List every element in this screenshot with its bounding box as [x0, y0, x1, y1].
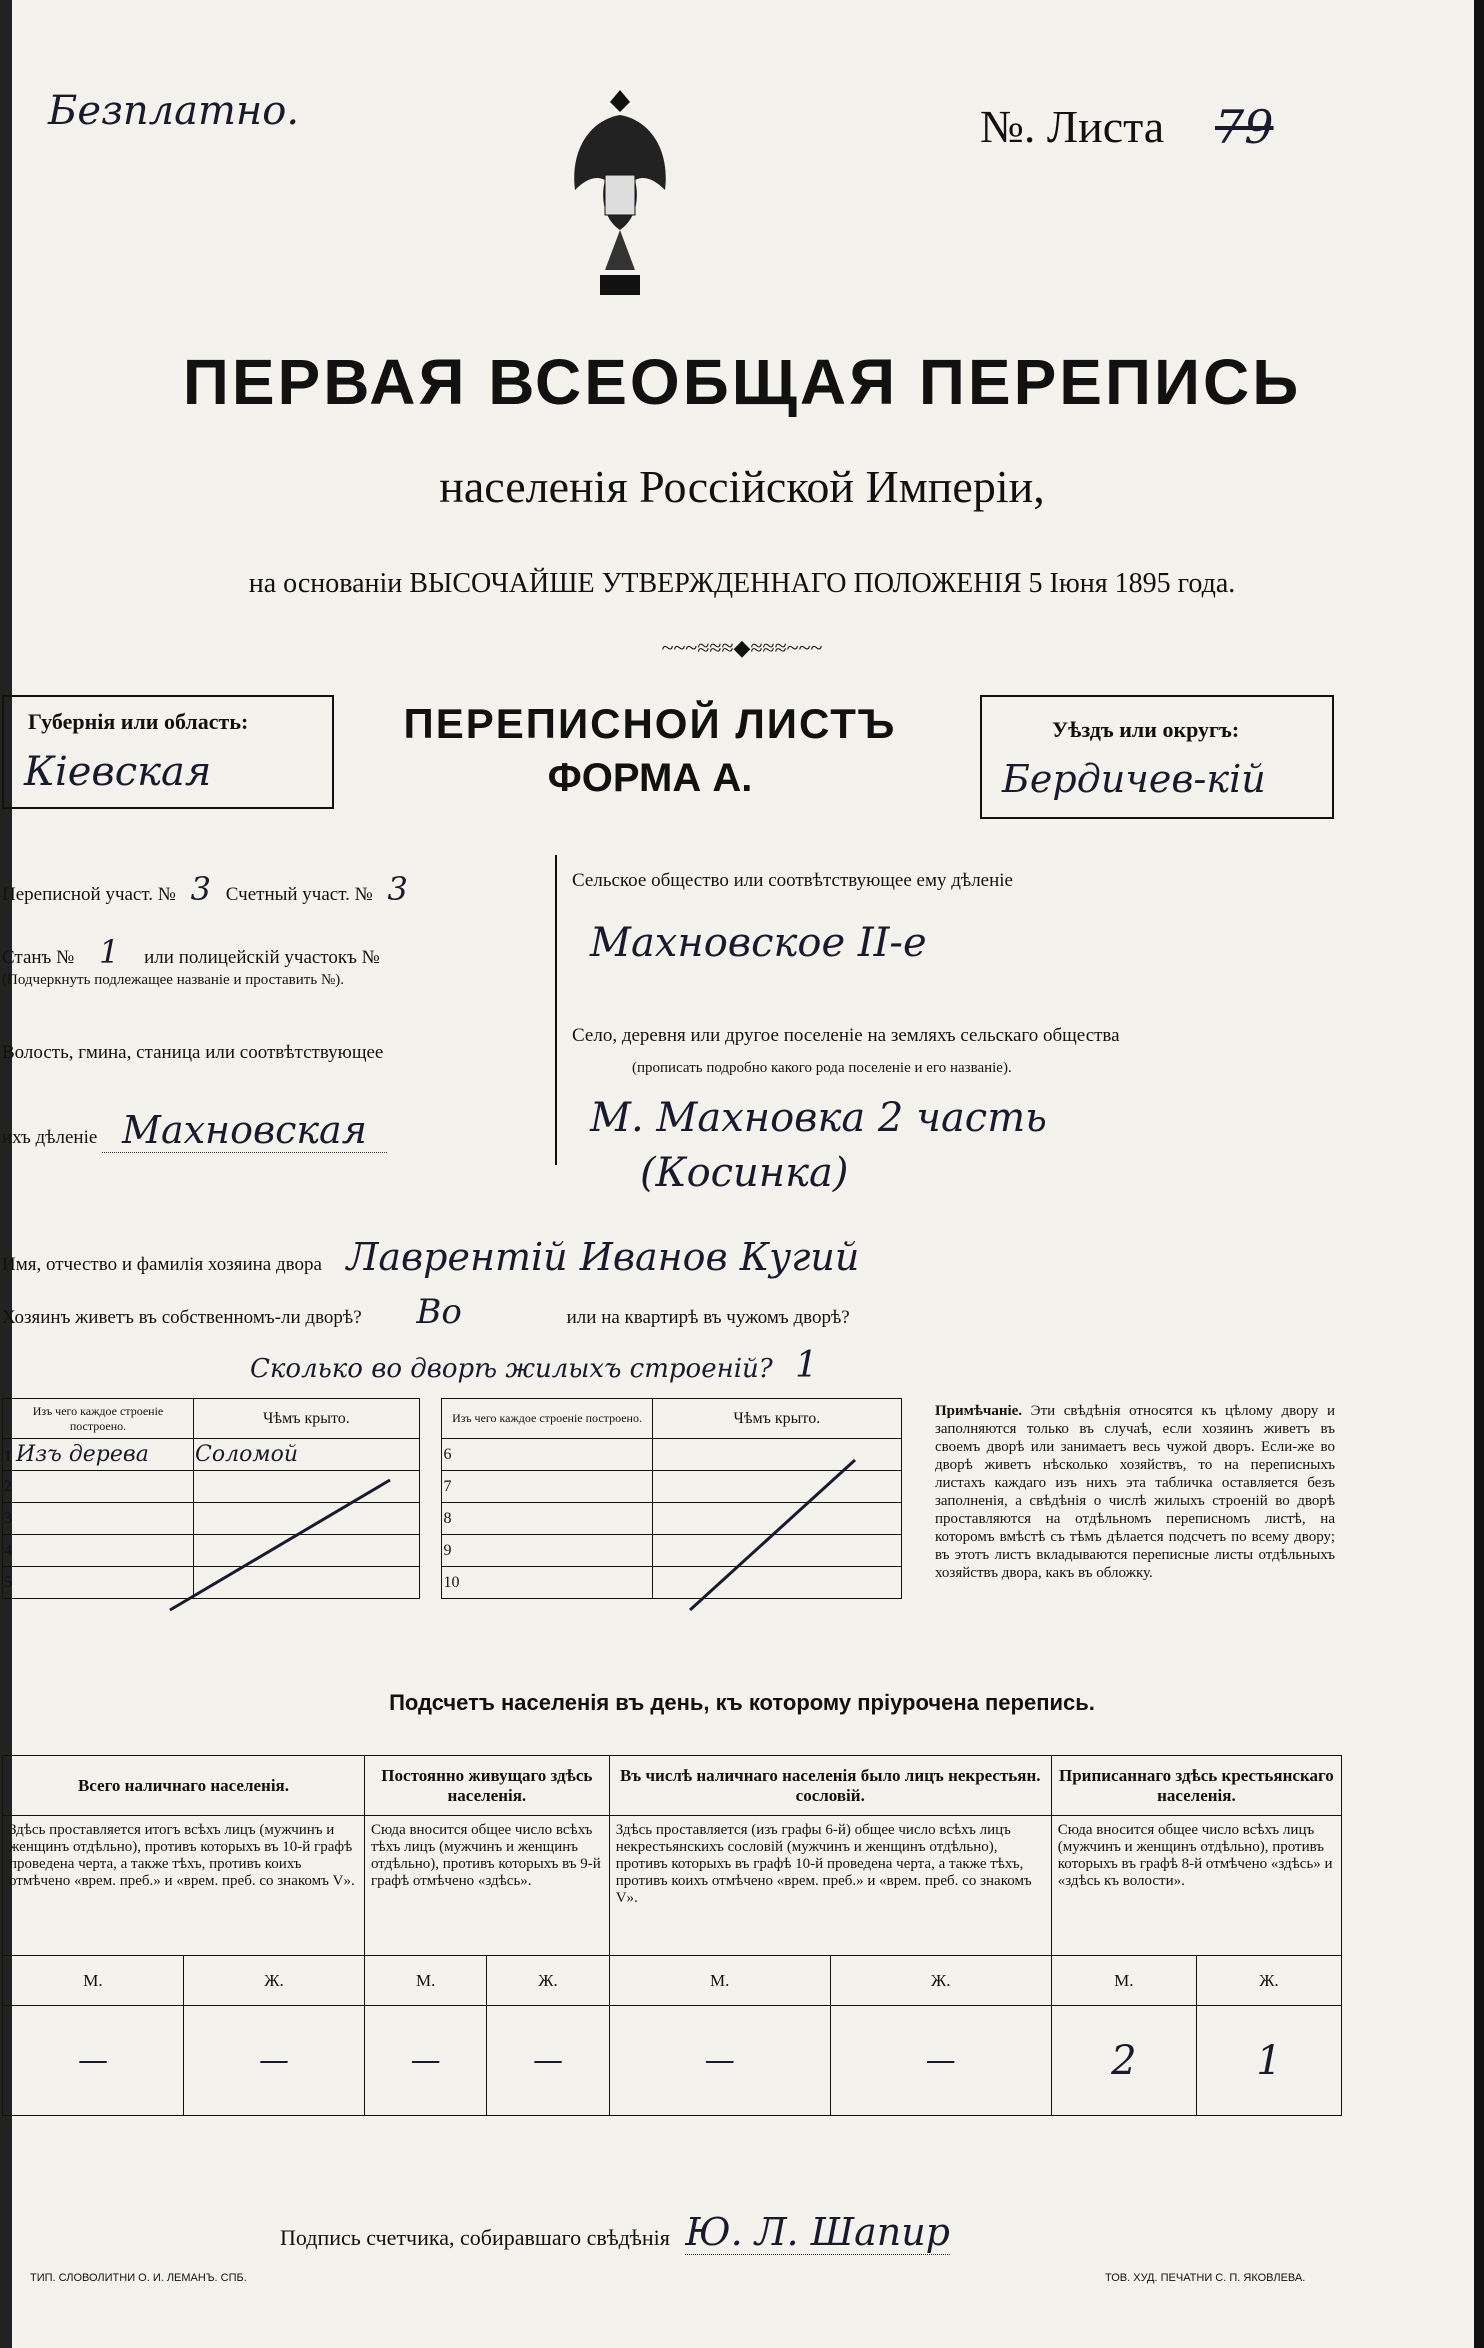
gubernia-value: Кіевская — [24, 749, 212, 795]
signature-line — [280, 2210, 950, 2254]
free-label: Безплатно. — [48, 88, 300, 134]
row-number: 3 — [3, 1503, 194, 1535]
basis-line: на основаніи ВЫСОЧАЙШЕ УТВЕРЖДЕННАГО ПОЛОЖЕНІЯ 5 Іюня 1895 года. — [248, 568, 1236, 599]
th-roof-2: Чѣмъ крыто. — [652, 1399, 901, 1439]
count-value: — — [364, 2006, 486, 2116]
col-m: М. — [1051, 1956, 1196, 2006]
owner-name-value: Лаврентій Иванов Кугий — [346, 1235, 860, 1279]
count-table — [2, 1755, 1342, 2116]
count-value: — — [487, 2006, 609, 2116]
count-head-1: Всего наличнаго населенія. — [3, 1756, 365, 1816]
remark-title: Примѣчаніе. — [935, 1403, 1023, 1419]
village-note: (прописать подробно какого рода поселеніе и его названіе). — [632, 1060, 1012, 1076]
count-desc-4: Сюда вносится общее число всѣхъ лицъ (мужчинъ и женщинъ отдѣльно), противъ которыхъ въ графѣ 8-й отмѣчено «здѣсь» и «здѣсь къ волости». — [1051, 1816, 1341, 1956]
gubernia-box — [2, 695, 334, 809]
uchastok-value: 3 — [190, 870, 211, 908]
count-value: — — [3, 2006, 184, 2116]
owner-name-line — [2, 1235, 1202, 1279]
count-value: — — [830, 2006, 1051, 2116]
row-number: 6 — [442, 1439, 652, 1471]
col-m: М. — [364, 1956, 486, 2006]
count-head-2: Постоянно живущаго здѣсь населенія. — [364, 1756, 609, 1816]
count-desc-1: Здѣсь проставляется итогъ всѣхъ лицъ (мужчинъ и женщинъ отдѣльно), противъ которыхъ въ 10-й графѣ проведена черта, а также тѣхъ, противъ коихъ отмѣчено «врем. преб.» и «врем. преб. со знакомъ V». — [3, 1816, 365, 1956]
th-roof-1: Чѣмъ крыто. — [194, 1399, 420, 1439]
stan-note: (Подчеркнуть подлежащее названіе и проставить №). — [2, 972, 344, 988]
count-value: — — [183, 2006, 364, 2116]
row1-material: Изъ дерева — [16, 1442, 149, 1467]
volost-label: Волость, гмина, станица или соотвѣтствующее — [2, 1042, 384, 1063]
row-number: 4 — [3, 1535, 194, 1567]
uchastok-line — [2, 870, 542, 908]
schetny-label: Счетный участ. № — [225, 884, 373, 905]
buildings-line — [250, 1345, 818, 1386]
th-material-1: Изъ чего каждое строеніе построено. — [3, 1399, 194, 1439]
stan-line — [2, 933, 542, 971]
remark-block — [935, 1402, 1335, 1582]
row-number: 1 — [4, 1448, 12, 1465]
column-divider — [555, 855, 557, 1165]
volost-label2: ихъ дѣленіе — [2, 1127, 98, 1148]
row-number: 9 — [442, 1535, 652, 1567]
uchastok-label: Переписной участ. № — [2, 884, 176, 905]
count-desc-2: Сюда вносится общее число всѣхъ тѣхъ лицъ (мужчинъ и женщинъ отдѣльно), противъ которыхъ въ 9-й графѣ отмѣчено «здѣсь». — [364, 1816, 609, 1956]
owner-name-label: Имя, отчество и фамилія хозяина двора — [2, 1254, 322, 1275]
col-m: М. — [609, 1956, 830, 2006]
form-subtitle: ФОРМА А. — [547, 756, 753, 800]
owner-lives-label: Хозяинъ живетъ въ собственномъ-ли дворѣ? — [2, 1307, 362, 1328]
owner-apt-label: или на квартирѣ въ чужомъ дворѣ? — [566, 1307, 850, 1328]
count-value: 1 — [1196, 2006, 1341, 2116]
uezd-value: Бердичев-кій — [1002, 757, 1266, 801]
col-zh: Ж. — [183, 1956, 364, 2006]
society-label: Сельское общество или соотвѣтствующее ему дѣленіе — [572, 870, 1013, 891]
row-number: 7 — [442, 1471, 652, 1503]
gubernia-label: Губернія или область: — [28, 709, 249, 734]
police-label: или полицейскій участокъ № — [144, 947, 380, 968]
count-desc-3: Здѣсь проставляется (изъ графы 6-й) общее число всѣхъ лицъ некрестьянскихъ сословій (мужчинъ и женщинъ отдѣльно), противъ которыхъ въ графѣ 10-й проведена черта, а также тѣхъ, противъ коихъ отмѣчено «врем. преб.» и «врем. преб. со знакомъ V». — [609, 1816, 1051, 1956]
count-title: Подсчетъ населенія въ день, къ которому пріурочена перепись. — [389, 1690, 1095, 1715]
col-zh: Ж. — [487, 1956, 609, 2006]
printer-left: ТИП. СЛОВОЛИТНИ О. И. ЛЕМАНЪ. СПБ. — [30, 2272, 247, 2284]
buildings-value: 1 — [794, 1345, 818, 1386]
village-value-1: М. Махновка 2 часть — [590, 1095, 1047, 1141]
form-title-block — [350, 700, 950, 801]
owner-lives-value: Во — [416, 1292, 462, 1332]
row-number: 2 — [3, 1471, 194, 1503]
sheet-no-label: №. Листа — [980, 101, 1165, 152]
signature-value: Ю. Л. Шапир — [685, 2210, 950, 2254]
stan-value: 1 — [99, 933, 120, 971]
owner-lives-line — [2, 1292, 1202, 1332]
th-material-2: Изъ чего каждое строеніе построено. — [442, 1399, 652, 1439]
count-value: 2 — [1051, 2006, 1196, 2116]
row-number: 5 — [3, 1567, 194, 1599]
row-number: 10 — [442, 1567, 652, 1599]
sheet-no-value: 79 — [1215, 100, 1274, 154]
stan-label: Станъ № — [2, 947, 75, 968]
buildings-label: Сколько во дворѣ жилыхъ строеній? — [250, 1354, 773, 1384]
remark-text: Эти свѣдѣнія относятся къ цѣлому двору и заполняются только въ случаѣ, если хозяинъ живетъ въ своемъ дворѣ или занимаетъ весь чужой дворъ. Если-же во дворѣ живетъ нѣсколько хозяйствъ, то на переписныхъ листахъ каждаго изъ нихъ эта табличка оставляется безъ заполненія, а свѣдѣнія о числѣ жилыхъ строеній во дворѣ проставляются на отдѣльномъ переписномъ листѣ, на которомъ вмѣстѣ съ тѣмъ дѣлается подсчетъ по всему двору; въ этотъ листъ вкладываются переписные листы отдѣльныхъ хозяйствъ двора, какъ въ обложку. — [935, 1403, 1336, 1581]
main-subtitle: населенія Россійской Имперіи, — [439, 461, 1045, 512]
col-m: М. — [3, 1956, 184, 2006]
society-value: Махновское II-е — [590, 920, 927, 966]
col-zh: Ж. — [830, 1956, 1051, 2006]
row1-roof: Соломой — [194, 1439, 420, 1471]
uezd-label: Уѣздъ или округъ: — [1052, 717, 1240, 742]
volost-value: Махновская — [102, 1108, 387, 1153]
form-title: ПЕРЕПИСНОЙ ЛИСТЪ — [403, 700, 897, 747]
village-label: Село, деревня или другое поселеніе на земляхъ сельскаго общества — [572, 1025, 1120, 1046]
count-head-3: Въ числѣ наличнаго населенія было лицъ некрестьян. сословій. — [609, 1756, 1051, 1816]
printer-right: ТОВ. ХУД. ПЕЧАТНИ С. П. ЯКОВЛЕВА. — [1105, 2272, 1306, 2284]
uezd-box — [980, 695, 1334, 819]
ornament: ~~~≈≈≈◆≈≈≈~~~ — [661, 635, 823, 660]
main-title: ПЕРВАЯ ВСЕОБЩАЯ ПЕРЕПИСЬ — [182, 346, 1302, 418]
col-zh: Ж. — [1196, 1956, 1341, 2006]
double-headed-eagle-emblem — [560, 80, 680, 310]
count-head-4: Приписаннаго здѣсь крестьянскаго населенія. — [1051, 1756, 1341, 1816]
row-number: 8 — [442, 1503, 652, 1535]
schetny-value: 3 — [387, 870, 408, 908]
village-value-2: (Косинка) — [640, 1150, 849, 1196]
cross-out-strokes — [130, 1440, 870, 1630]
table-gap — [419, 1399, 442, 1439]
signature-label: Подпись счетчика, собиравшаго свѣдѣнія — [280, 2225, 670, 2250]
volost-line — [2, 1108, 537, 1152]
count-value: — — [609, 2006, 830, 2116]
